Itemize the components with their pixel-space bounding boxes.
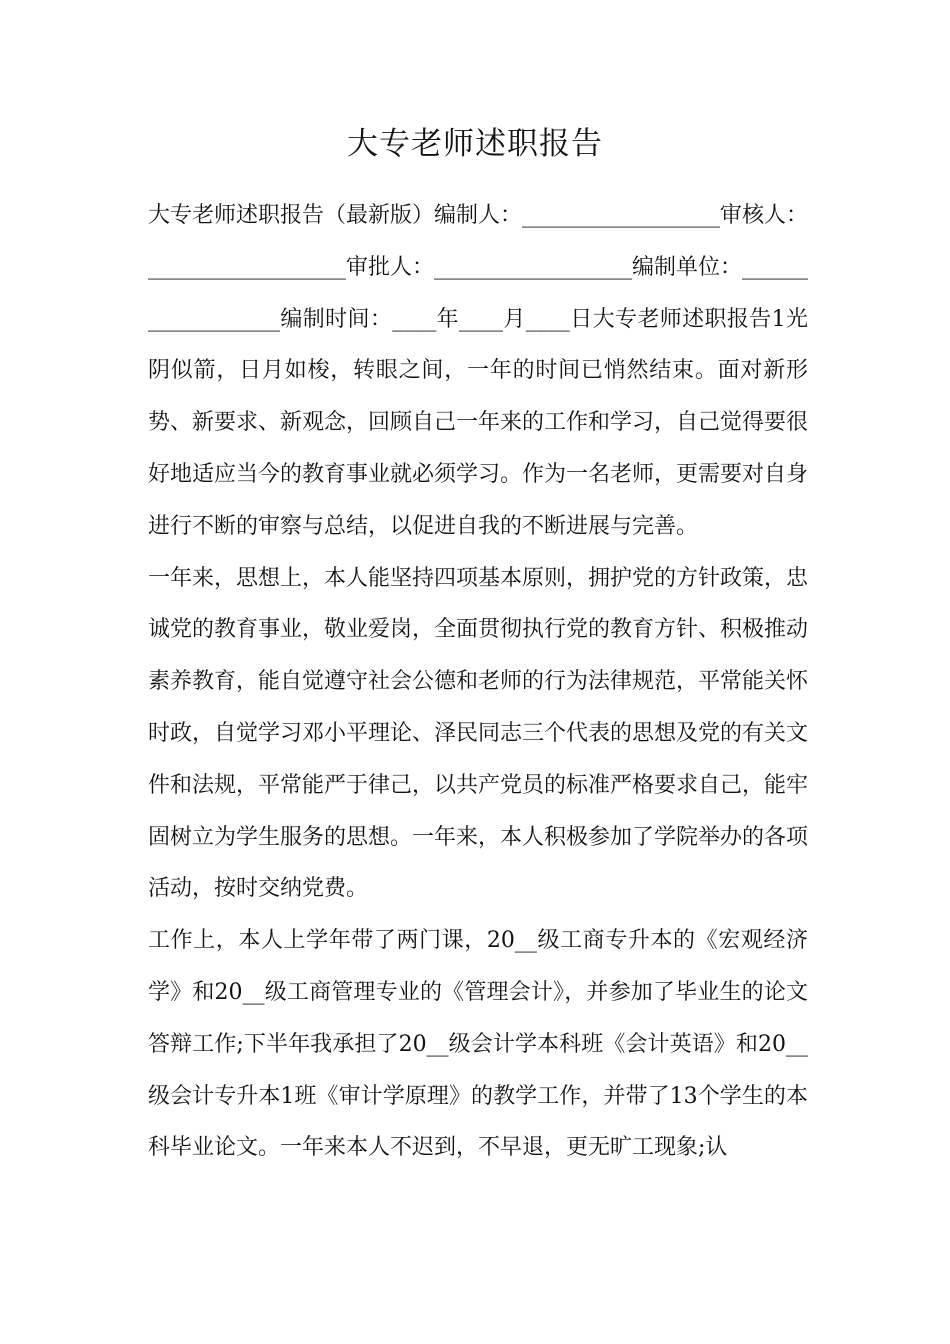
paragraph-ideology: 一年来，思想上，本人能坚持四项基本原则，拥护党的方针政策，忠诚党的教育事业，敬业爱岗，全面贯彻执行党的教育方针、积极推动素养教育，能自觉遵守社会公德和老师的行为法律规范，平常能关怀时政，自觉学习邓小平理论、泽民同志三个代表的思想及党的有关文件和法规，平常能严于律己，以共产党员的标准严格要求自己，能牢固树立为学生服务的思想。一年来，本人积极参加了学院举办的各项活动，按时交纳党费。	[148, 565, 809, 902]
paragraph-intro: 大专老师述职报告（最新版）编制人：__________________审核人：__________________审批人：__________________编制单位：__________________编制时间：____年____月____日大专老师述职报告1光阴似箭，日月如梭，转眼之间，一年的时间已悄然结束。面对新形势、新要求、新观念，回顾自己一年来的工作和学习，自己觉得要很好地适应当今的教育事业就必须学习。作为一名老师，更需要对自身进行不断的审察与总结，以促进自我的不断进展与完善。	[148, 203, 809, 539]
document-body	[148, 190, 808, 1174]
page-title: 大专老师述职报告	[347, 126, 603, 162]
paragraph-work: 工作上，本人上学年带了两门课，20__级工商专升本的《宏观经济学》和20__级工商管理专业的《管理会计》，并参加了毕业生的论文答辩工作;下半年我承担了20__级会计学本科班《会计英语》和20__级会计专升本1班《审计学原理》的教学工作，并带了13个学生的本科毕业论文。一年来本人不迟到，不早退，更无旷工现象;认	[148, 928, 808, 1161]
